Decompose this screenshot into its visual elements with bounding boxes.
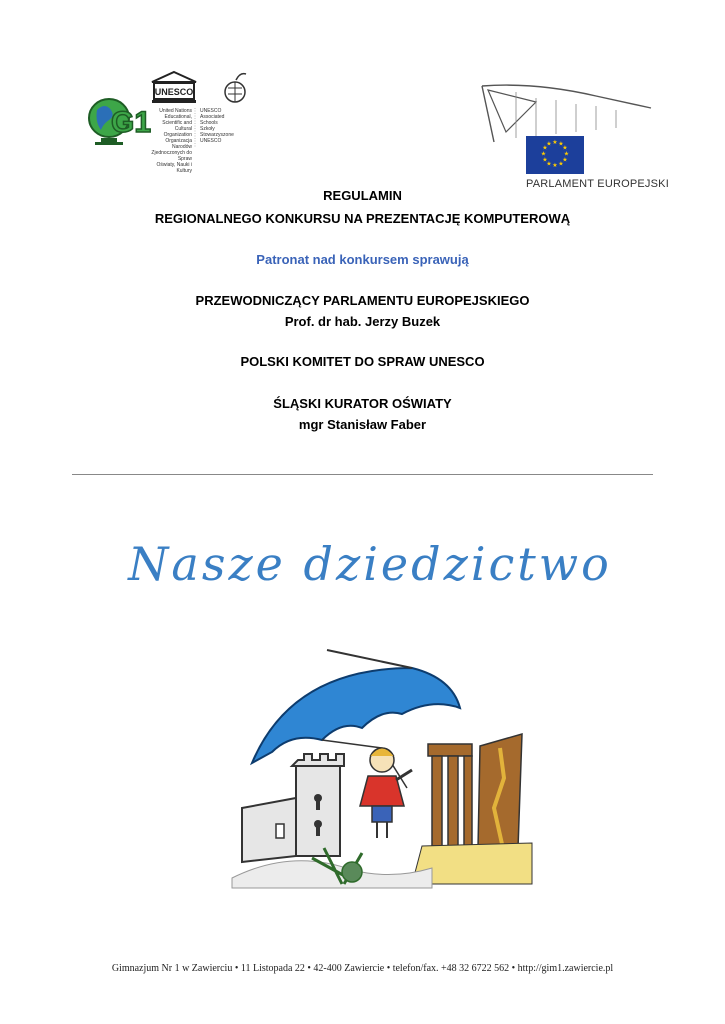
svg-text:★: ★ xyxy=(562,144,568,152)
patron-unesco-title: POLSKI KOMITET DO SPRAW UNESCO xyxy=(240,354,485,369)
svg-text:G1: G1 xyxy=(111,106,152,139)
svg-text:★: ★ xyxy=(562,156,568,164)
schools-emblem-icon xyxy=(220,72,250,108)
horizontal-divider xyxy=(72,474,653,475)
unesco-left-line: Educational, Scientific and xyxy=(162,114,192,126)
svg-text:★: ★ xyxy=(540,150,547,158)
patronage-intro: Patronat nad konkursem sprawują xyxy=(256,252,469,267)
globe-icon xyxy=(85,92,152,150)
svg-text:★: ★ xyxy=(542,144,548,152)
svg-text:UNESCO: UNESCO xyxy=(154,87,194,97)
ep-logo xyxy=(476,82,669,194)
unesco-logo xyxy=(148,68,268,174)
footer-contact: Gimnazjum Nr 1 w Zawierciu • 11 Listopada 22 • 42-400 Zawiercie • telefon/fax. +48 32 6722 562 • http://gim1.zawiercie.pl xyxy=(111,963,614,974)
unesco-left-line: Organizacja Narodów xyxy=(165,138,192,150)
document-title: REGULAMIN xyxy=(323,188,402,203)
unesco-right-line: UNESCO xyxy=(200,108,222,114)
umbrella-heritage-illustration xyxy=(232,648,532,893)
unesco-right-line: Associated xyxy=(200,114,225,120)
ancient-ruins-icon xyxy=(412,734,532,884)
unesco-right-line: Stowarzyszone xyxy=(200,132,234,138)
svg-text:★: ★ xyxy=(546,140,552,148)
unesco-right-text xyxy=(200,108,240,144)
patron-ep-title: PRZEWODNICZĄCY PARLAMENTU EUROPEJSKIEGO xyxy=(195,293,530,308)
patron-kurator-title: ŚLĄSKI KURATOR OŚWIATY xyxy=(273,396,452,411)
unesco-right-line: Schools xyxy=(200,120,218,126)
unesco-right-line: Szkoły xyxy=(200,126,215,132)
svg-text:★: ★ xyxy=(552,162,558,169)
unesco-left-line: Zjednoczonych do Spraw xyxy=(151,150,192,162)
unesco-left-line: Cultural Organization xyxy=(163,126,192,138)
ep-label: PARLAMENT EUROPEJSKI xyxy=(526,178,669,190)
banner-text: Nasze dziedzictwo xyxy=(128,537,612,591)
svg-text:★: ★ xyxy=(552,139,558,146)
unesco-left-line: Oświaty, Nauki i Kultury xyxy=(156,162,192,174)
gim-logo xyxy=(85,92,152,150)
svg-text:★: ★ xyxy=(558,160,564,168)
banner-logotype xyxy=(120,525,620,605)
umbrella-icon xyxy=(252,650,460,788)
document-subtitle: REGIONALNEGO KONKURSU NA PREZENTACJĘ KOMPUTEROWĄ xyxy=(154,211,571,226)
svg-text:★: ★ xyxy=(546,160,552,168)
unesco-left-line: United Nations xyxy=(159,108,192,114)
boy-figure-icon xyxy=(360,748,412,838)
unesco-left-text xyxy=(148,108,192,174)
unesco-right-line: UNESCO xyxy=(200,138,222,144)
eu-stars-icon xyxy=(526,136,584,174)
patron-kurator-name: mgr Stanisław Faber xyxy=(298,417,427,432)
svg-text:★: ★ xyxy=(542,156,548,164)
castle-tower-icon xyxy=(242,754,344,862)
patron-ep-name: Prof. dr hab. Jerzy Buzek xyxy=(284,314,441,329)
svg-text:★: ★ xyxy=(563,150,570,158)
svg-text:★: ★ xyxy=(558,140,564,148)
